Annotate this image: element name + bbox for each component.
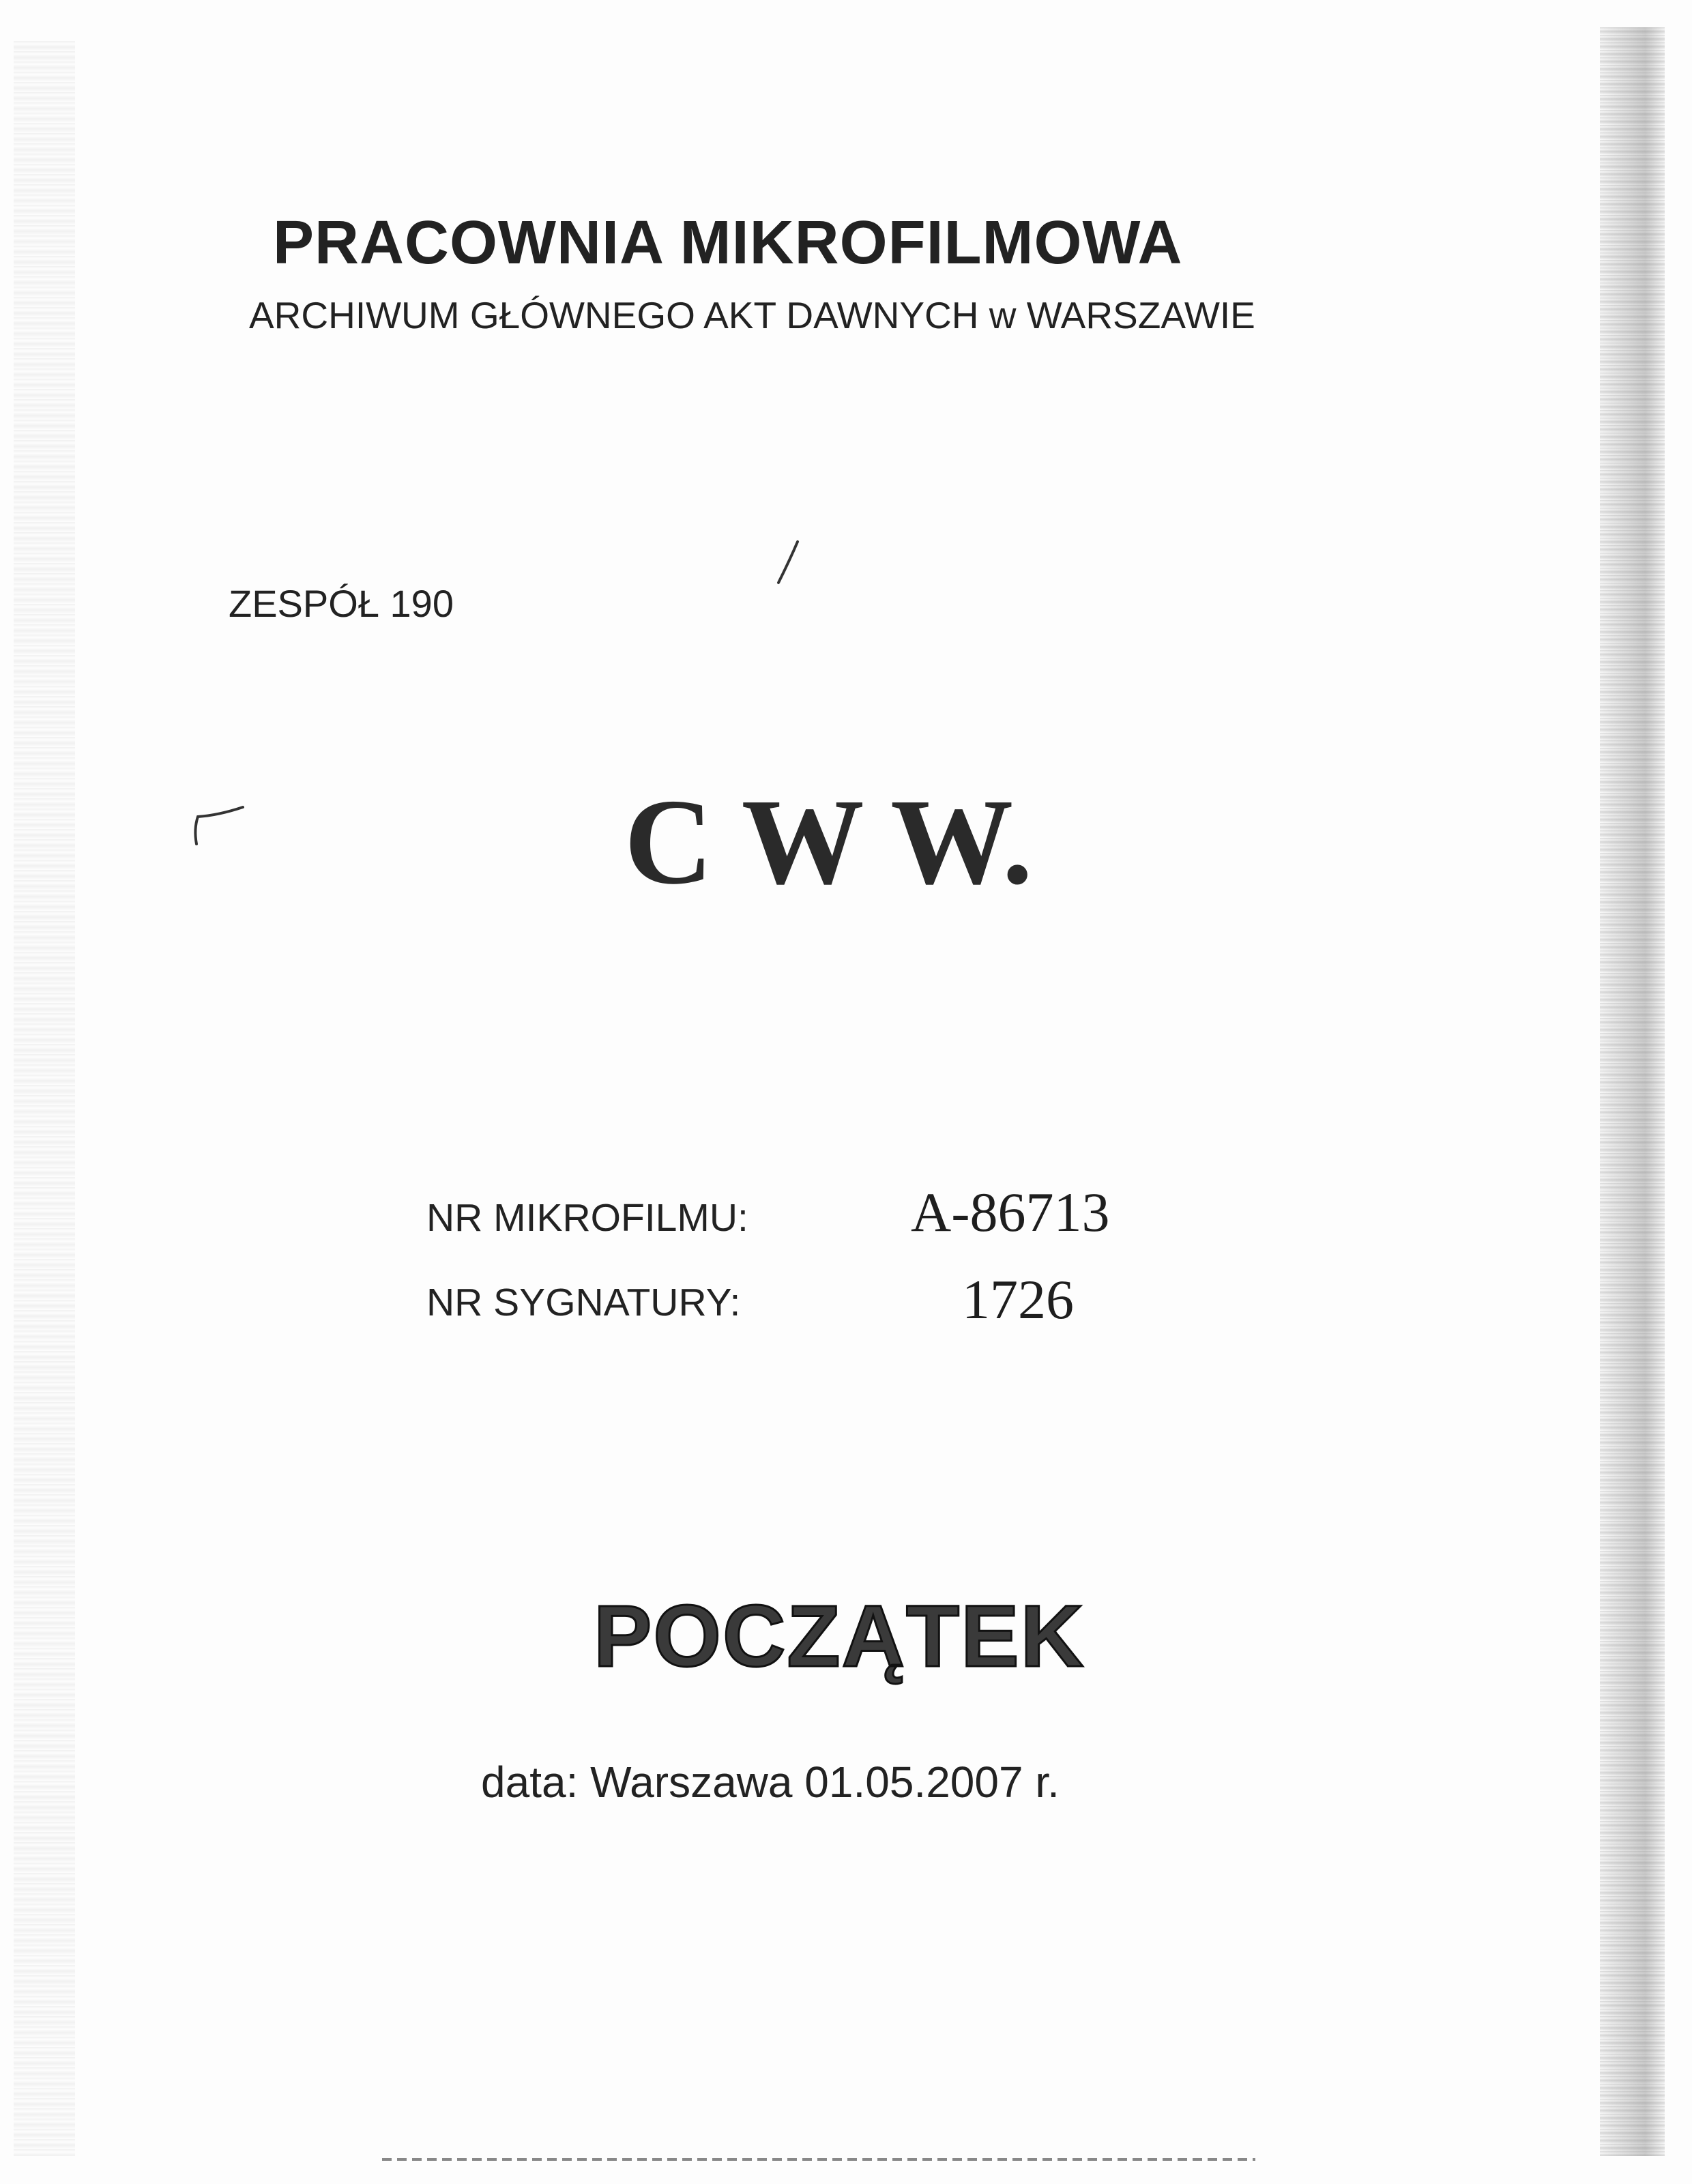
scan-bottom-line xyxy=(382,2158,1255,2161)
status-heading: POCZĄTEK xyxy=(594,1588,1085,1685)
scan-edge-left xyxy=(14,41,75,2156)
collection-name: C W W. xyxy=(624,774,1033,909)
zespol-label: ZESPÓŁ 190 xyxy=(229,582,454,625)
scan-edge-right xyxy=(1600,27,1665,2156)
microfilm-number-value: A-86713 xyxy=(911,1181,1110,1243)
pen-mark-slash xyxy=(774,539,802,587)
signature-number-label: NR SYGNATURY: xyxy=(426,1281,741,1324)
pen-mark-hook xyxy=(191,802,246,849)
date-line: data: Warszawa 01.05.2007 r. xyxy=(481,1758,1060,1807)
signature-number-value: 1726 xyxy=(962,1268,1074,1330)
page-title: PRACOWNIA MIKROFILMOWA xyxy=(273,209,1183,277)
page-subtitle: ARCHIWUM GŁÓWNEGO AKT DAWNYCH w WARSZAWIE xyxy=(249,294,1255,336)
microfilm-number-label: NR MIKROFILMU: xyxy=(426,1196,748,1240)
